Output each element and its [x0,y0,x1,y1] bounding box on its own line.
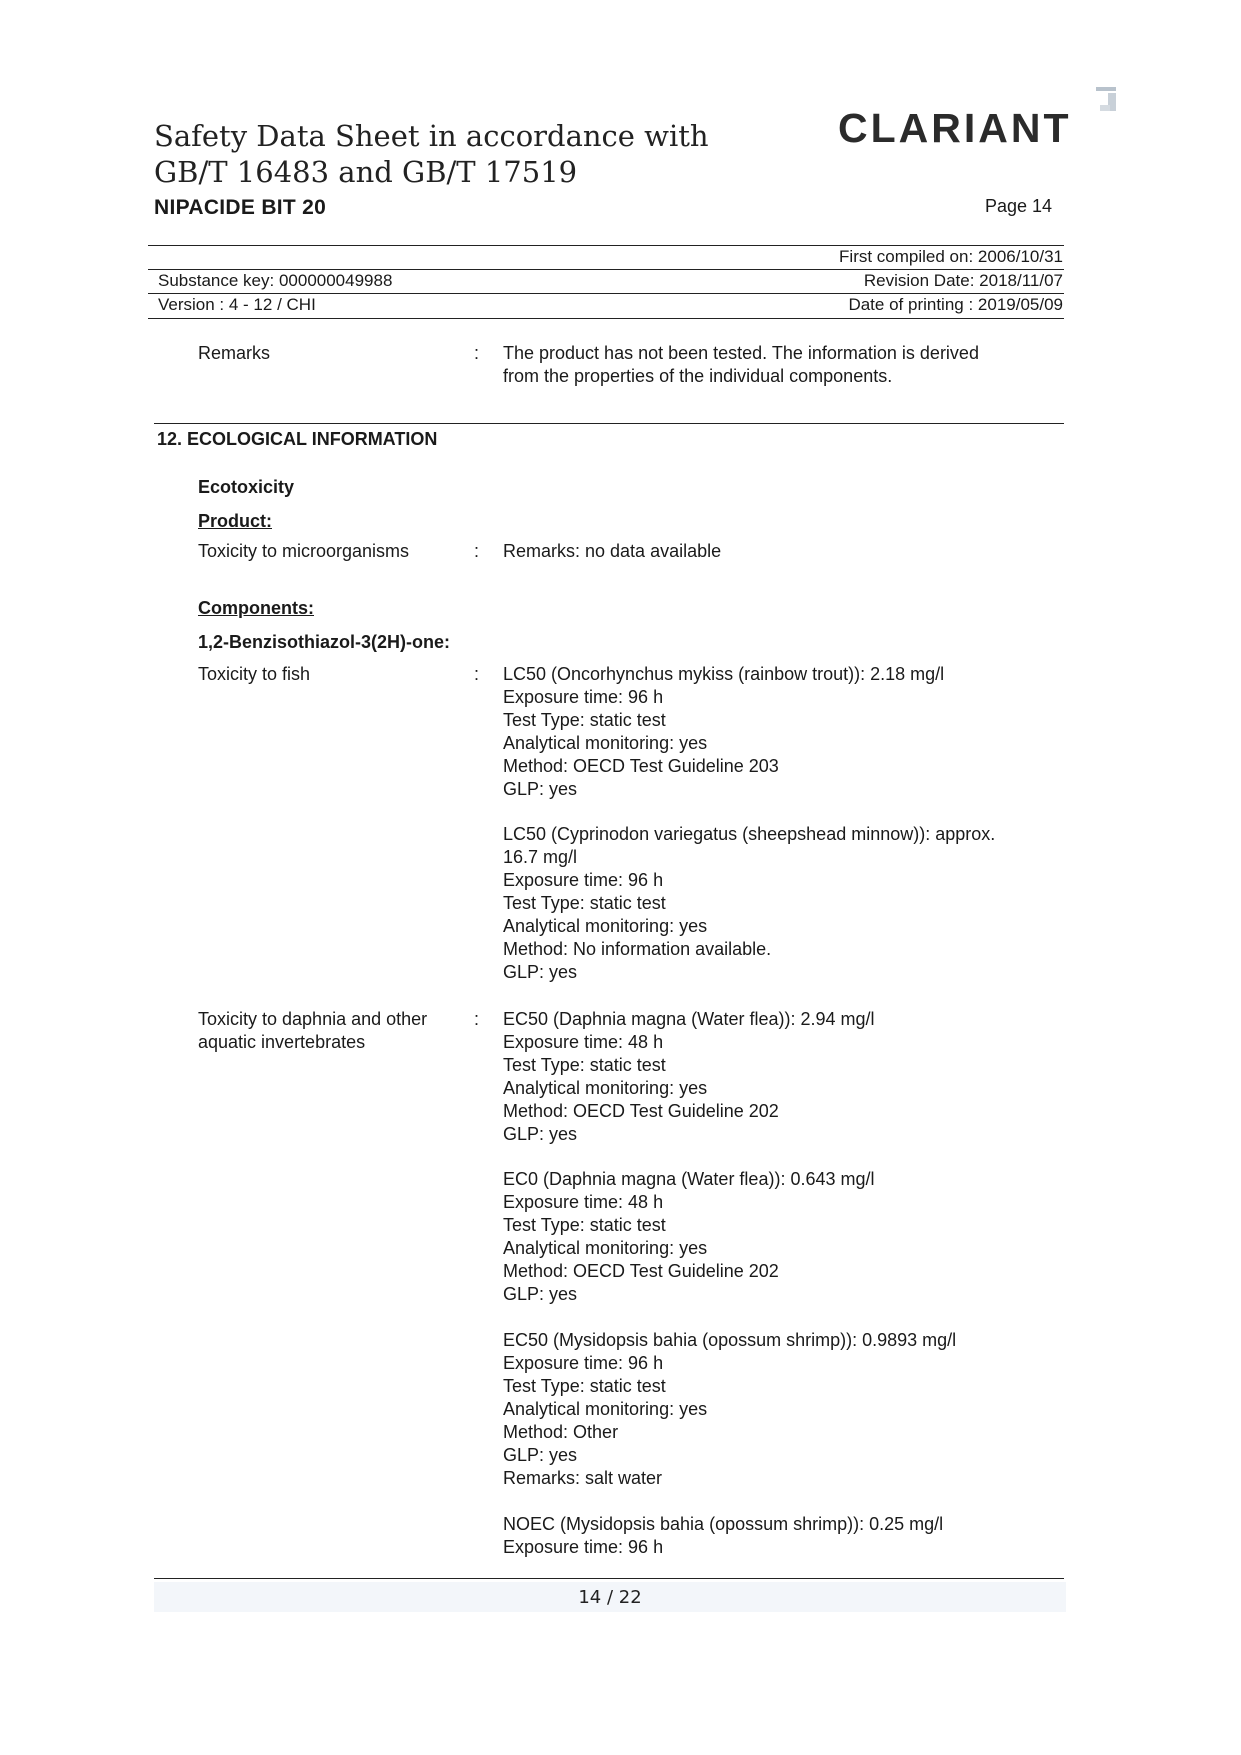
daphnia-result-3 [503,1329,1063,1490]
components-heading: Components: [198,598,314,618]
result-line: LC50 (Cyprinodon variegatus (sheepshead minnow)): approx. [503,824,996,844]
result-line: EC0 (Daphnia magna (Water flea)): 0.643 mg/l [503,1169,875,1189]
meta-divider-3 [148,318,1064,319]
result-line: Test Type: static test [503,1376,666,1396]
daphnia-label-line1: Toxicity to daphnia and other [198,1009,428,1029]
result-line: Analytical monitoring: yes [503,733,708,753]
result-line: LC50 (Oncorhynchus mykiss (rainbow trout)): 2.18 mg/l [503,664,945,684]
result-line: GLP: yes [503,1445,578,1465]
revision-date: Revision Date: 2018/11/07 [863,271,1063,290]
page-number: 14 / 22 [578,1587,642,1608]
result-line: Method: OECD Test Guideline 203 [503,756,779,776]
fish-colon: : [474,664,480,684]
component-name: 1,2-Benzisothiazol-3(2H)-one: [198,632,451,652]
daphnia-result-2 [503,1168,1063,1306]
version: Version : 4 - 12 / CHI [158,295,316,314]
daphnia-label [198,1008,468,1054]
result-line: GLP: yes [503,1124,578,1144]
result-line: Exposure time: 96 h [503,687,664,707]
remarks-label: Remarks [198,343,271,363]
logo-mark-icon [1094,85,1118,115]
result-line: Exposure time: 48 h [503,1032,664,1052]
fish-result-2 [503,823,1063,984]
remarks-value [503,342,1063,388]
result-line: Analytical monitoring: yes [503,916,708,936]
daphnia-label-line2: aquatic invertebrates [198,1032,366,1052]
product-name: NIPACIDE BIT 20 [154,196,327,219]
result-line: GLP: yes [503,779,578,799]
remarks-colon: : [474,343,480,363]
footer-divider [154,1578,1064,1579]
section-divider [154,423,1064,424]
result-line: Method: No information available. [503,939,772,959]
result-line: Test Type: static test [503,1055,666,1075]
daphnia-result-4 [503,1513,1063,1559]
printing-date: Date of printing : 2019/05/09 [848,295,1063,314]
document-title [154,118,714,190]
substance-key: Substance key: 000000049988 [158,271,393,290]
daphnia-colon: : [474,1009,480,1029]
result-line: Exposure time: 96 h [503,870,664,890]
microorganisms-text: Remarks: no data available [503,541,722,561]
section-heading: 12. ECOLOGICAL INFORMATION [157,429,438,449]
result-line: NOEC (Mysidopsis bahia (opossum shrimp)): 0.25 mg/l [503,1514,944,1534]
company-logo: CLARIANT [838,105,1072,151]
fish-label: Toxicity to fish [198,664,311,684]
microorganisms-label: Toxicity to microorganisms [198,541,410,561]
result-line: Test Type: static test [503,893,666,913]
result-line: GLP: yes [503,962,578,982]
fish-result-1 [503,663,1063,801]
result-line: EC50 (Mysidopsis bahia (opossum shrimp)): 0.9893 mg/l [503,1330,957,1350]
result-line: GLP: yes [503,1284,578,1304]
document-title-line1: Safety Data Sheet in accordance with [154,119,709,153]
result-line: Method: OECD Test Guideline 202 [503,1101,779,1121]
result-line: Analytical monitoring: yes [503,1238,708,1258]
remarks-line: The product has not been tested. The information is derived [503,343,979,363]
result-line: EC50 (Daphnia magna (Water flea)): 2.94 mg/l [503,1009,875,1029]
document-title-line2: GB/T 16483 and GB/T 17519 [154,155,578,189]
result-line: Analytical monitoring: yes [503,1078,708,1098]
first-compiled: First compiled on: 2006/10/31 [839,247,1063,266]
result-line: Test Type: static test [503,1215,666,1235]
microorganisms-colon: : [474,541,480,561]
product-heading: Product: [198,511,272,531]
result-line: Method: OECD Test Guideline 202 [503,1261,779,1281]
result-line: Remarks: salt water [503,1468,663,1488]
microorganisms-value [503,540,1063,563]
daphnia-result-1 [503,1008,1063,1146]
remarks-line: from the properties of the individual components. [503,366,893,386]
result-line: Method: Other [503,1422,619,1442]
result-line: Analytical monitoring: yes [503,1399,708,1419]
result-line: Exposure time: 96 h [503,1537,664,1557]
result-line: 16.7 mg/l [503,847,578,867]
result-line: Exposure time: 96 h [503,1353,664,1373]
page-label: Page 14 [985,196,1053,216]
ecotoxicity-heading: Ecotoxicity [198,477,295,497]
result-line: Exposure time: 48 h [503,1192,664,1212]
result-line: Test Type: static test [503,710,666,730]
